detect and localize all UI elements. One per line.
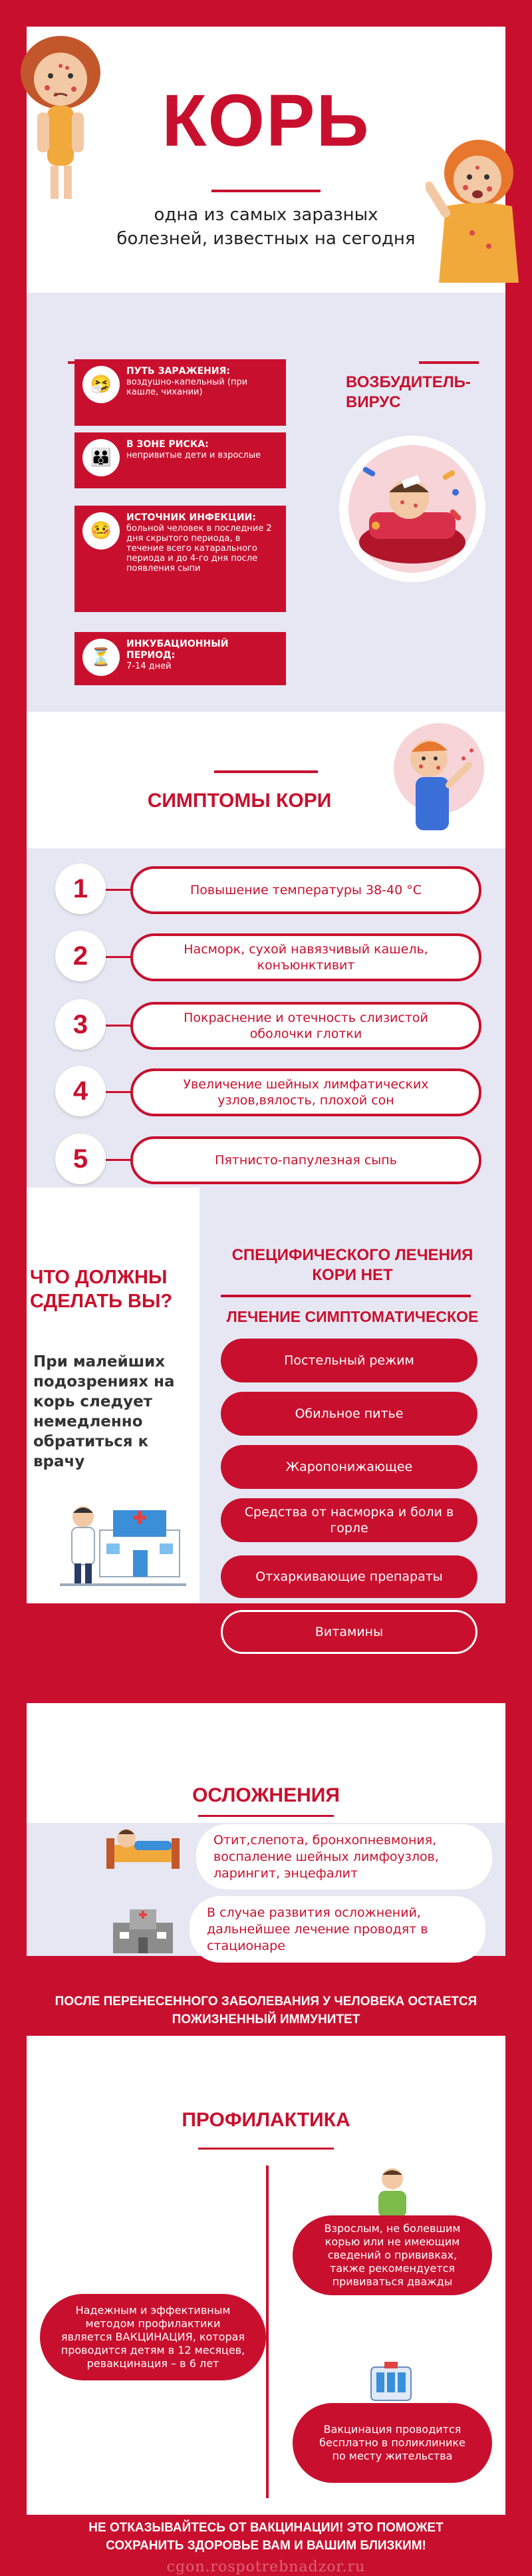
info-card-text: 7-14 дней [126, 661, 172, 671]
treatment-item: Постельный режим [221, 1339, 477, 1382]
title-underline [211, 190, 321, 192]
info-card-title: ИНКУБАЦИОННЫЙ ПЕРИОД: [126, 639, 229, 661]
info-card-title: ПУТЬ ЗАРАЖЕНИЯ: [126, 366, 230, 377]
info-card-title: ИСТОЧНИК ИНФЕКЦИИ: [126, 512, 256, 523]
complications-title: ОСЛОЖНЕНИЯ [192, 1784, 340, 1806]
info-card-risk [74, 432, 286, 488]
subtitle-line-2: болезней, известных на сегодня [116, 229, 416, 249]
symptoms-accent-bar [214, 770, 318, 773]
treatment-item: Обильное питье [221, 1392, 477, 1436]
hourglass-icon: ⏳ [82, 639, 120, 676]
complication-item: Отит,слепота, бронхопневмония, воспаление шейных лимфоузлов, ларингит, энцефалит [196, 1824, 492, 1889]
symptom-item: Повышение температуры 38-40 °С [130, 866, 481, 914]
complications-accent-bar [198, 1815, 334, 1817]
symptom-connector [106, 1091, 132, 1093]
hospital-icon [106, 1903, 180, 1956]
coughing-boy-illustration [389, 719, 489, 845]
symptoms-title: СИМПТОМЫ КОРИ [147, 790, 332, 812]
info-card-title: В ЗОНЕ РИСКА: [126, 439, 209, 450]
family-icon: 👪 [82, 439, 120, 476]
prophylaxis-accent-bar [198, 2148, 334, 2150]
prophylaxis-free-bubble: Вакцинация проводится бесплатно в поликлинике по месту жительства [293, 2403, 492, 2483]
virus-title: ВОЗБУДИТЕЛЬ- ВИРУС [346, 373, 471, 411]
symptom-item: Пятнисто-папулезная сыпь [130, 1136, 481, 1184]
prophylaxis-main-bubble: Надежным и эффективным методом профилактики является ВАКЦИНАЦИЯ, которая проводится детям в 12 месяцев, ревакцинация – в 6 лет [40, 2294, 266, 2380]
action-question: ЧТО ДОЛЖНЫ СДЕЛАТЬ ВЫ? [30, 1267, 173, 1312]
symptom-connector [106, 1025, 132, 1027]
virus-accent-bar [419, 361, 479, 364]
adult-man-icon [369, 2166, 416, 2219]
symptom-item: Насморк, сухой навязчивый кашель, конъюнктивит [130, 933, 481, 981]
symptom-item: Увеличение шейных лимфатических узлов,вялость, плохой сон [130, 1068, 481, 1116]
symptom-number: 4 [55, 1066, 106, 1116]
footer-line-2: СОХРАНИТЬ ЗДОРОВЬЕ ВАМ И ВАШИМ БЛИЗКИМ! [106, 2539, 426, 2553]
info-card-text: непривитые дети и взрослые [126, 450, 261, 460]
symptom-number: 1 [55, 864, 106, 914]
immunity-note: ПОСЛЕ ПЕРЕНЕСЕННОГО ЗАБОЛЕВАНИЯ У ЧЕЛОВЕКА ОСТАЕТСЯ ПОЖИЗНЕННЫЙ ИММУНИТЕТ [55, 1995, 477, 2026]
treatment-item: Отхаркивающие препараты [221, 1555, 477, 1598]
action-advice: При малейших подозрениях на корь следует немедленно обратиться к врачу [33, 1353, 175, 1470]
symptom-number: 5 [55, 1134, 106, 1184]
info-card-incubation [74, 632, 286, 685]
page-title: КОРЬ [162, 80, 370, 162]
no-treatment-title: СПЕЦИФИЧЕСКОГО ЛЕЧЕНИЯ КОРИ НЕТ [231, 1246, 473, 1284]
symptom-connector [106, 889, 132, 891]
treatment-item: Жаропонижающее [221, 1445, 477, 1489]
info-card-source [74, 506, 286, 612]
sick-child-in-bed-illustration [336, 432, 489, 585]
symptom-connector [106, 1159, 132, 1161]
treatment-item: Витамины [221, 1610, 477, 1654]
footer-line-1: НЕ ОТКАЗЫВАЙТЕСЬ ОТ ВАКЦИНАЦИИ! ЭТО ПОМОЖЕТ [88, 2521, 444, 2535]
source-watermark: cgon.rospotrebnadzor.ru [166, 2559, 366, 2575]
info-card-transmission [74, 359, 286, 426]
subtitle-line-1: одна из самых заразных [154, 205, 378, 225]
symptomatic-title: ЛЕЧЕНИЕ СИМПТОМАТИЧЕСКОЕ [226, 1308, 479, 1325]
symptom-number: 2 [55, 931, 106, 981]
person-icon: 🤧 [82, 366, 120, 403]
treatment-item: Средства от насморка и боли в горле [221, 1498, 477, 1542]
symptom-connector [106, 956, 132, 958]
complication-item: В случае развития осложнений, дальнейшее лечение проводят в стационаре [190, 1896, 485, 1963]
doctor-hospital-illustration [60, 1484, 186, 1590]
prophylaxis-adults-bubble: Взрослым, не болевшим корью или не имеющим сведений о прививках, также рекомендуется прививаться дважды [293, 2215, 492, 2295]
prophylaxis-title: ПРОФИЛАКТИКА [182, 2109, 350, 2131]
symptom-number: 3 [55, 999, 106, 1050]
symptom-item: Покраснение и отечность слизистой оболочки глотки [130, 1002, 481, 1050]
page-subtitle [0, 203, 532, 251]
sick-child-bed-icon [100, 1818, 186, 1871]
sick-person-icon: 🤒 [82, 512, 120, 550]
vaccine-icon [364, 2360, 418, 2407]
info-card-text: больной человек в последние 2 дня скрытого периода, в течение всего катарального периода и до 4-го дня после появления сыпи [126, 524, 272, 573]
info-card-text: воздушно-капельный (при кашле, чихании) [126, 377, 248, 397]
treatment-accent-bar [221, 1295, 471, 1297]
